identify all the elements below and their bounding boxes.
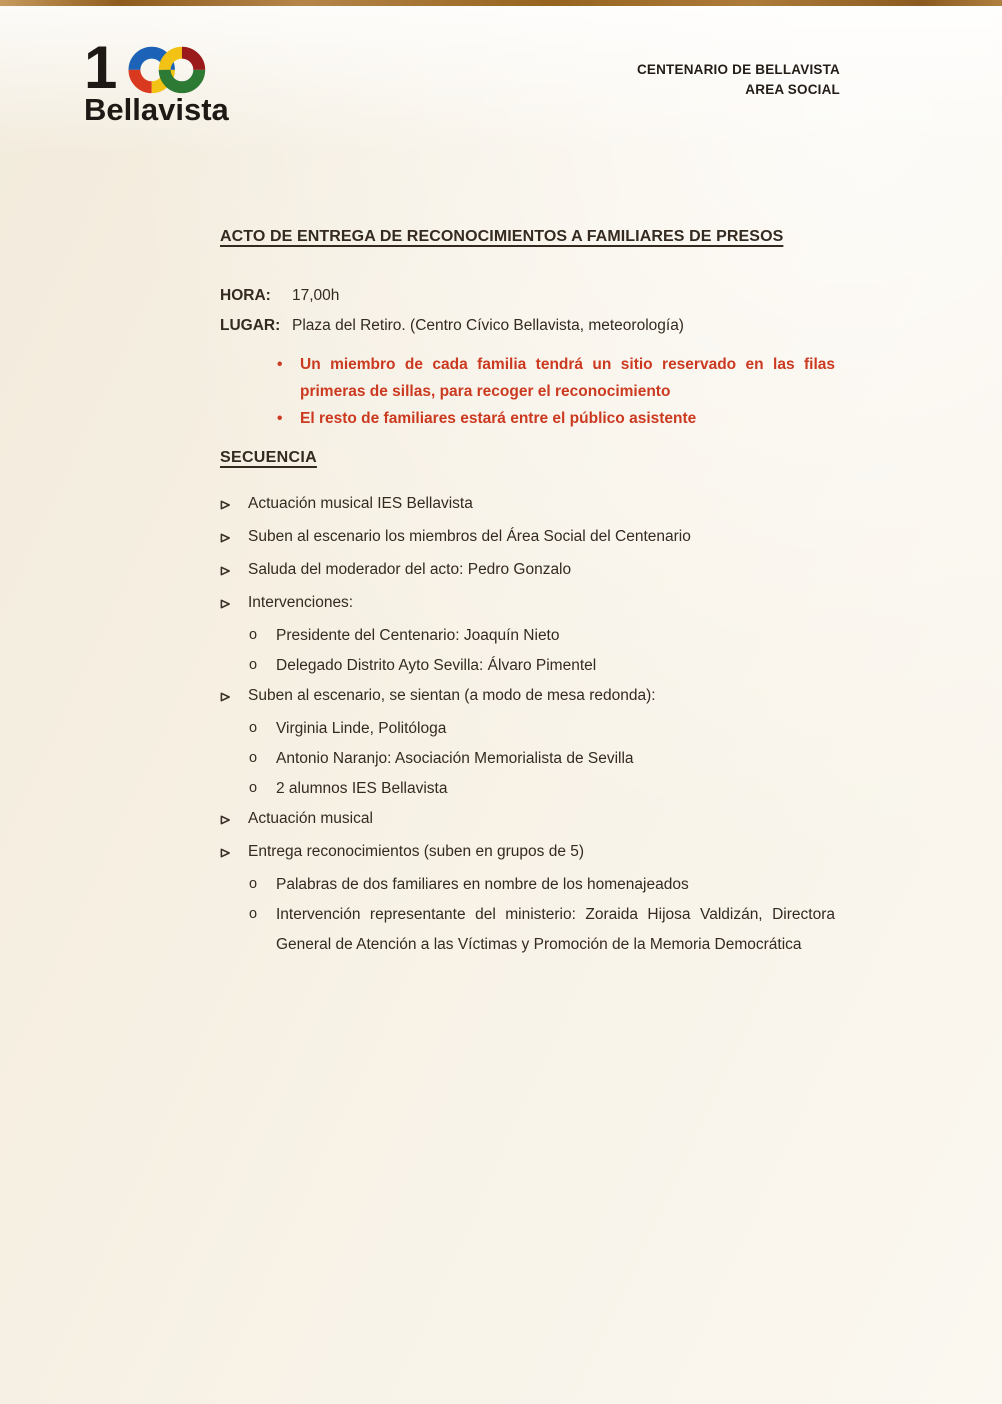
note-text: El resto de familiares estará entre el público asistente bbox=[300, 410, 697, 427]
sequence-subitem bbox=[249, 904, 835, 960]
arrow-bullet-icon bbox=[220, 526, 248, 550]
sequence-subitem bbox=[249, 718, 835, 739]
sequence-text: Palabras de dos familiares en nombre de los homenajeados bbox=[276, 876, 689, 893]
sequence-subitem bbox=[249, 625, 835, 646]
logo-number-one: 1 bbox=[84, 34, 116, 101]
sequence-item bbox=[220, 685, 835, 709]
letterhead-line2: AREA SOCIAL bbox=[745, 82, 840, 97]
sequence-subitem bbox=[249, 748, 835, 769]
letterhead-line1: CENTENARIO DE BELLAVISTA bbox=[636, 62, 840, 77]
hora-label: HORA: bbox=[220, 287, 271, 304]
sequence-text: Actuación musical IES Bellavista bbox=[248, 495, 473, 512]
sequence-text: 2 alumnos IES Bellavista bbox=[276, 780, 448, 797]
circle-bullet-icon: o bbox=[249, 906, 258, 922]
document-content bbox=[220, 226, 835, 969]
red-dot-bullet-icon: • bbox=[277, 356, 283, 373]
lugar-row bbox=[220, 315, 835, 337]
lugar-value: Plaza del Retiro. (Centro Cívico Bellavista, meteorología) bbox=[292, 317, 684, 334]
circle-bullet-icon: o bbox=[249, 720, 258, 736]
sequence-subitem bbox=[249, 874, 835, 895]
arrow-bullet-icon bbox=[220, 592, 248, 616]
sequence-list bbox=[220, 493, 835, 960]
sequence-text: Virginia Linde, Politóloga bbox=[276, 720, 447, 737]
bellavista-100-logo bbox=[84, 34, 229, 128]
circle-bullet-icon: o bbox=[249, 780, 258, 796]
arrow-bullet-icon bbox=[220, 685, 248, 709]
letterhead bbox=[637, 60, 840, 100]
sequence-item bbox=[220, 808, 835, 832]
circle-bullet-icon: o bbox=[249, 627, 258, 643]
hora-value: 17,00h bbox=[292, 287, 340, 304]
circle-bullet-icon: o bbox=[249, 876, 258, 892]
sequence-item bbox=[220, 592, 835, 616]
sequence-text: Intervención representante del ministerio: Zoraida Hijosa Valdizán, Directora General de Atención a las Víctimas y Promoción de la Memoria Democrática bbox=[276, 906, 835, 953]
sequence-subitem bbox=[249, 778, 835, 799]
sequence-item bbox=[220, 841, 835, 865]
sequence-subitem bbox=[249, 655, 835, 676]
sequence-text: Intervenciones: bbox=[248, 594, 354, 611]
sequence-item bbox=[220, 526, 835, 550]
sequence-text: Saluda del moderador del acto: Pedro Gonzalo bbox=[248, 561, 572, 578]
note-item bbox=[277, 405, 835, 432]
sequence-text: Antonio Naranjo: Asociación Memorialista de Sevilla bbox=[276, 750, 634, 767]
sequence-item bbox=[220, 493, 835, 517]
sequence-item bbox=[220, 559, 835, 583]
note-text: Un miembro de cada familia tendrá un sitio reservado en las filas primeras de sillas, para recoger el reconocimiento bbox=[300, 356, 835, 400]
document-title: ACTO DE ENTREGA DE RECONOCIMIENTOS A FAMILIARES DE PRESOS bbox=[220, 228, 784, 245]
arrow-bullet-icon bbox=[220, 841, 248, 865]
logo-rings-icon bbox=[117, 44, 221, 98]
arrow-bullet-icon bbox=[220, 808, 248, 832]
logo-wordmark: Bellavista bbox=[84, 92, 229, 127]
logo-100-mark bbox=[84, 34, 229, 101]
section-heading-secuencia: SECUENCIA bbox=[220, 449, 317, 466]
sequence-text: Actuación musical bbox=[248, 810, 373, 827]
lugar-label: LUGAR: bbox=[220, 317, 281, 334]
sequence-text: Entrega reconocimientos (suben en grupos de 5) bbox=[248, 843, 585, 860]
arrow-bullet-icon bbox=[220, 493, 248, 517]
sequence-text: Suben al escenario los miembros del Área Social del Centenario bbox=[248, 528, 691, 545]
sequence-text: Delegado Distrito Ayto Sevilla: Álvaro Pimentel bbox=[276, 657, 597, 674]
sequence-text: Suben al escenario, se sientan (a modo de mesa redonda): bbox=[248, 687, 656, 704]
red-dot-bullet-icon: • bbox=[277, 410, 283, 427]
hora-row bbox=[220, 285, 835, 307]
note-item bbox=[277, 351, 835, 405]
arrow-bullet-icon bbox=[220, 559, 248, 583]
circle-bullet-icon: o bbox=[249, 657, 258, 673]
highlighted-notes bbox=[220, 351, 835, 432]
sequence-text: Presidente del Centenario: Joaquín Nieto bbox=[276, 627, 560, 644]
circle-bullet-icon: o bbox=[249, 750, 258, 766]
photo-background-edge bbox=[0, 0, 1002, 6]
